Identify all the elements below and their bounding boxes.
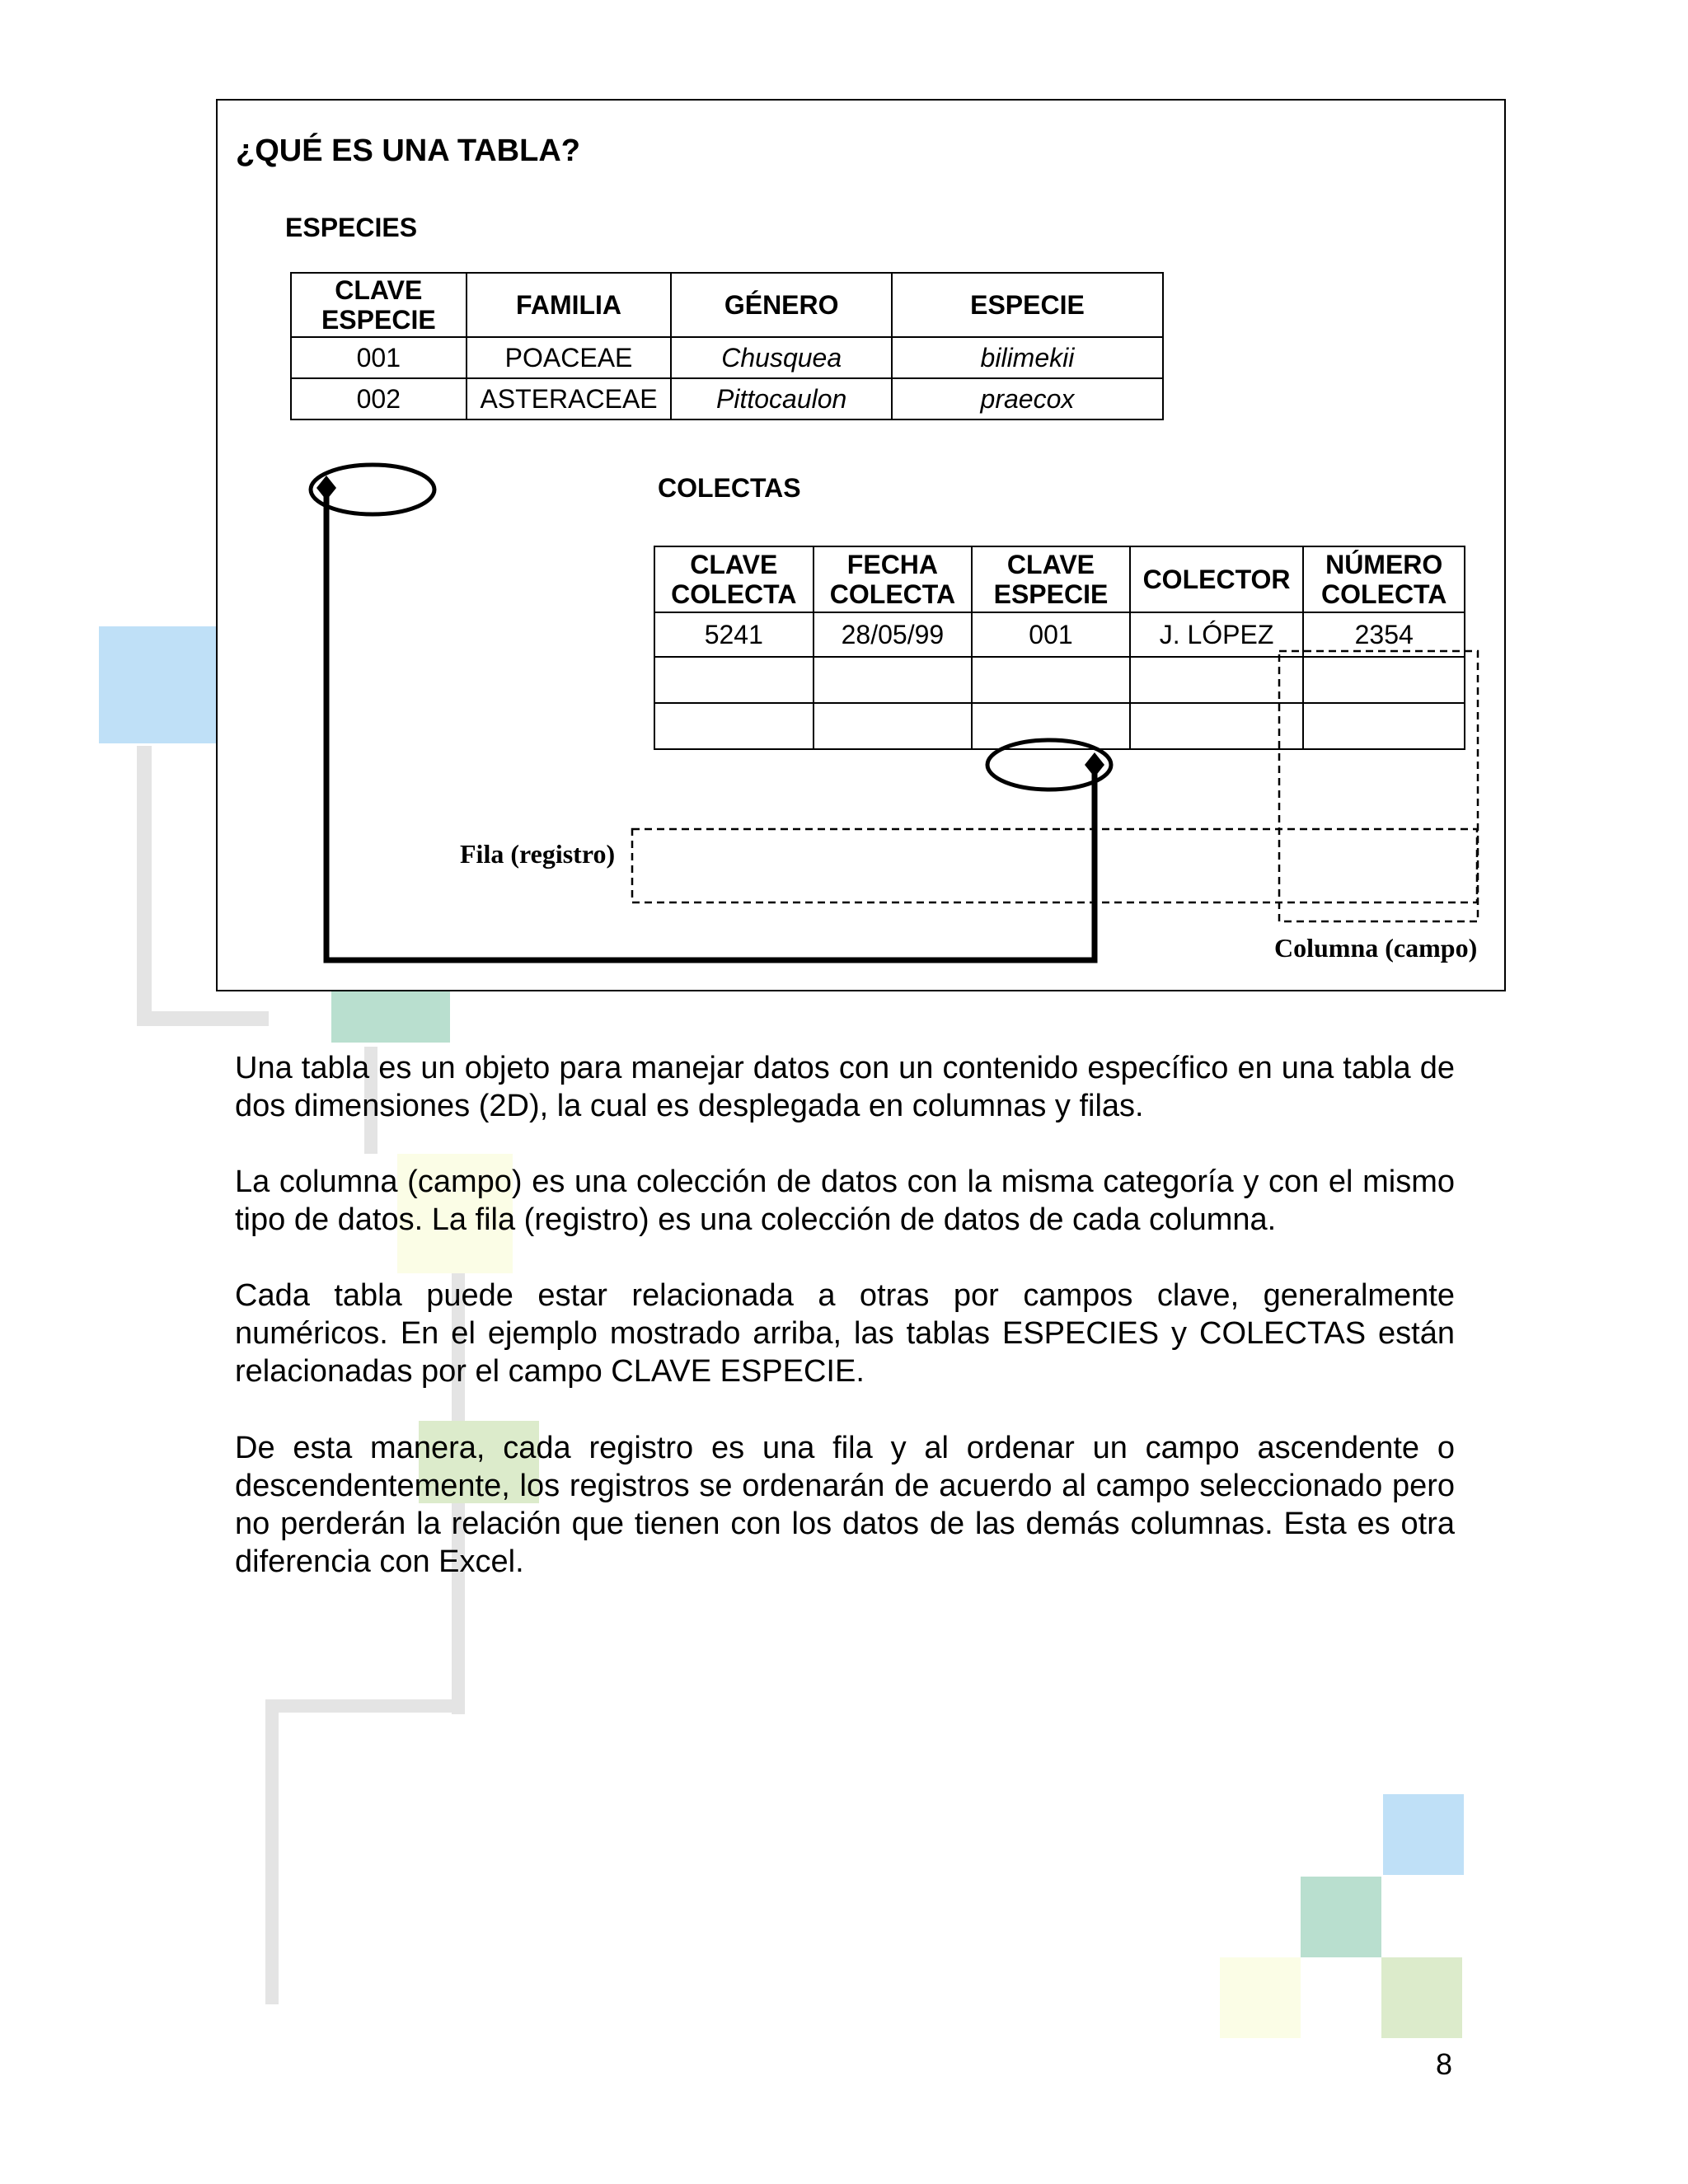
paragraph: Una tabla es un objeto para manejar datos con un contenido específico en una tabla de dos dimensiones (2D), la cual es desplegada en columnas y filas. — [235, 1051, 1455, 1123]
table-cell — [814, 657, 973, 703]
deco-square-yellow-right — [1220, 1957, 1301, 2038]
row-highlight-box — [632, 829, 1477, 902]
table-cell — [1303, 703, 1465, 749]
table-row — [654, 657, 1465, 703]
deco-square-blue-left — [99, 626, 216, 743]
deco-bar — [137, 1011, 269, 1026]
table-cell: 28/05/99 — [814, 612, 973, 657]
diamond-marker-icon — [1085, 752, 1104, 777]
table-cell: J. LÓPEZ — [1130, 612, 1304, 657]
paragraph: La columna (campo) es una colección de datos con la misma categoría y con el mismo tipo de datos. La fila (registro) es una colección de datos de cada columna. — [235, 1165, 1455, 1237]
table-cell — [1130, 657, 1304, 703]
table-cell — [1130, 703, 1304, 749]
deco-square-lightgreen-right — [1381, 1957, 1462, 2038]
column-header: FECHA COLECTA — [814, 546, 973, 612]
table-cell — [654, 703, 814, 749]
table-row — [291, 378, 1163, 419]
especies-caption: ESPECIES — [285, 213, 418, 242]
table-cell — [814, 703, 973, 749]
table-cell — [654, 657, 814, 703]
colectas-table — [654, 546, 1465, 750]
key-highlight-ellipse — [311, 465, 434, 514]
paragraph: De esta manera, cada registro es una fila y al ordenar un campo ascendente o descendentemente, los registros se ordenarán de acuerdo al campo seleccionado pero no perderán la relación que tienen con los datos de las demás columnas. Esta es otra diferencia con Excel. — [235, 1431, 1455, 1579]
row-annotation: Fila (registro) — [460, 839, 616, 869]
table-cell: bilimekii — [892, 337, 1163, 378]
diamond-marker-icon — [316, 476, 336, 500]
deco-square-green-right — [1301, 1877, 1381, 1957]
column-header: CLAVE COLECTA — [654, 546, 814, 612]
table-cell: Chusquea — [671, 337, 891, 378]
colectas-caption: COLECTAS — [658, 473, 801, 503]
column-header: CLAVE ESPECIE — [291, 273, 467, 337]
table-cell — [972, 657, 1129, 703]
table-diagram — [216, 99, 1506, 991]
column-header: COLECTOR — [1130, 546, 1304, 612]
deco-bar — [137, 746, 152, 1026]
figure-title: ¿QUÉ ES UNA TABLA? — [236, 134, 580, 168]
table-cell: praecox — [892, 378, 1163, 419]
column-annotation: Columna (campo) — [1274, 933, 1478, 963]
especies-table — [290, 272, 1164, 420]
table-row — [654, 703, 1465, 749]
table-cell: 001 — [972, 612, 1129, 657]
table-row — [291, 337, 1163, 378]
table-cell: 001 — [291, 337, 467, 378]
table-cell: ASTERACEAE — [467, 378, 672, 419]
column-header: GÉNERO — [671, 273, 891, 337]
page-number: 8 — [1436, 2047, 1453, 2081]
table-cell: Pittocaulon — [671, 378, 891, 419]
deco-bar — [265, 1699, 465, 1713]
table-cell: 002 — [291, 378, 467, 419]
table-cell: POACEAE — [467, 337, 672, 378]
column-header: NÚMERO COLECTA — [1303, 546, 1465, 612]
table-cell: 5241 — [654, 612, 814, 657]
paragraph: Cada tabla puede estar relacionada a otras por campos clave, generalmente numéricos. En el ejemplo mostrado arriba, las tablas ESPECIES y COLECTAS están relacionadas por el campo CLAVE ESPECIE. — [235, 1278, 1455, 1389]
column-header: ESPECIE — [892, 273, 1163, 337]
deco-square-blue-right — [1383, 1794, 1464, 1875]
table-cell — [972, 703, 1129, 749]
table-cell — [1303, 657, 1465, 703]
column-header: FAMILIA — [467, 273, 672, 337]
column-header: CLAVE ESPECIE — [972, 546, 1129, 612]
table-row — [654, 612, 1465, 657]
table-cell: 2354 — [1303, 612, 1465, 657]
deco-bar — [265, 1699, 279, 2004]
deco-square-green-left — [331, 991, 450, 1043]
